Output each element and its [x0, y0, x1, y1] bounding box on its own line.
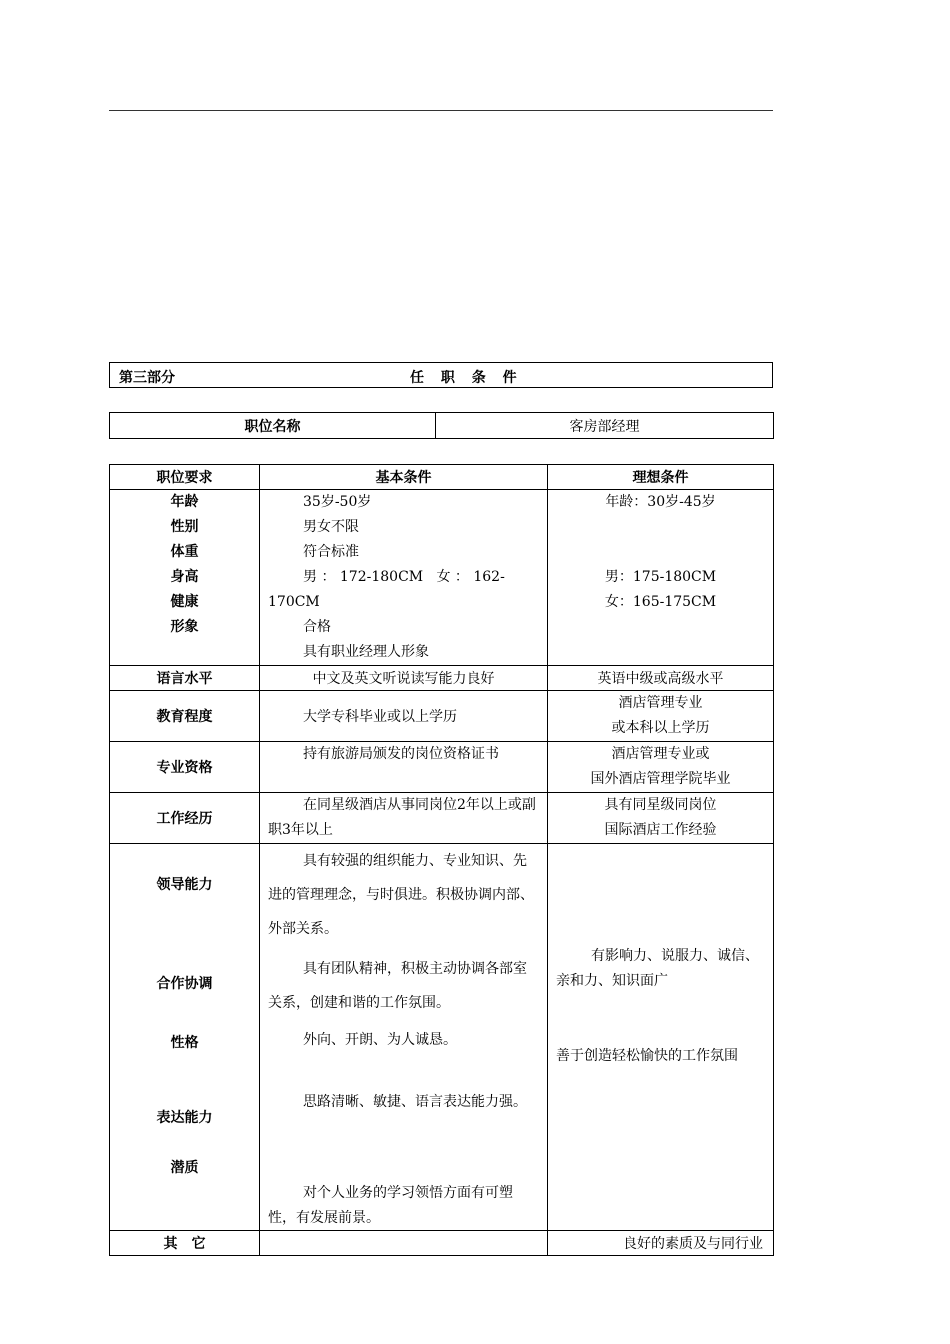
language-basic: 中文及英文听说读写能力良好 — [260, 666, 548, 691]
position-value: 客房部经理 — [436, 413, 774, 439]
basic-leadership: 具有较强的组织能力、专业知识、先进的管理理念，与时俱进。积极协调内部、外部关系。 — [268, 853, 534, 937]
basic-gender: 男女不限 — [303, 519, 359, 535]
education-ideal — [548, 691, 774, 742]
label-cooperation: 合作协调 — [156, 976, 213, 992]
physical-labels — [110, 490, 260, 666]
basic-potential: 对个人业务的学习领悟方面有可塑性，有发展前景。 — [268, 1185, 513, 1226]
ideal-influence: 有影响力、说服力、诚信、亲和力、知识面广 — [556, 948, 759, 989]
experience-basic-text: 在同星级酒店从事同岗位2年以上或副职3年以上 — [268, 797, 536, 838]
qualification-ideal-1: 酒店管理专业或 — [611, 746, 710, 762]
abilities-ideal — [548, 844, 774, 1231]
label-gender: 性别 — [170, 519, 199, 535]
physical-basic — [260, 490, 548, 666]
education-ideal-2: 或本科以上学历 — [611, 720, 710, 736]
education-row — [110, 691, 774, 742]
experience-label: 工作经历 — [110, 793, 260, 844]
header-rule — [109, 110, 773, 111]
ideal-height-female: 女：165-175CM — [604, 594, 717, 610]
qualification-ideal-2: 国外酒店管理学院毕业 — [590, 771, 731, 787]
basic-height: 男 ： 172-180CM 女 ： 162- — [303, 569, 505, 585]
header-ideal: 理想条件 — [548, 465, 774, 490]
qualification-basic — [260, 742, 548, 793]
label-health: 健康 — [170, 594, 199, 610]
section-number: 第三部分 — [119, 370, 175, 386]
basic-personality: 外向、开朗、为人诚恳。 — [303, 1032, 457, 1048]
label-leadership: 领导能力 — [156, 877, 213, 893]
qualification-ideal — [548, 742, 774, 793]
header-basic: 基本条件 — [260, 465, 548, 490]
label-personality: 性格 — [170, 1035, 199, 1051]
position-label: 职位名称 — [110, 413, 436, 439]
language-row — [110, 666, 774, 691]
basic-health: 合格 — [303, 619, 331, 635]
other-ideal: 良好的素质及与同行业 — [548, 1231, 774, 1256]
abilities-basic — [260, 844, 548, 1231]
qualification-label: 专业资格 — [110, 742, 260, 793]
qualification-basic-text: 持有旅游局颁发的岗位资格证书 — [303, 746, 499, 762]
ideal-atmosphere: 善于创造轻松愉快的工作氛围 — [556, 1048, 738, 1064]
abilities-row — [110, 844, 774, 1231]
label-potential: 潜质 — [170, 1160, 199, 1176]
education-basic: 大学专科毕业或以上学历 — [260, 691, 548, 742]
label-age: 年龄 — [170, 494, 199, 510]
label-weight: 体重 — [170, 544, 199, 560]
experience-ideal-1: 具有同星级同岗位 — [604, 797, 717, 813]
header-row — [110, 465, 774, 490]
physical-ideal — [548, 490, 774, 666]
other-row — [110, 1231, 774, 1256]
ideal-height-male: 男：175-180CM — [604, 569, 717, 585]
label-image: 形象 — [170, 619, 199, 635]
basic-height-cont: 170CM — [268, 594, 320, 610]
position-table — [109, 412, 774, 439]
requirements-table — [109, 464, 774, 1256]
basic-cooperation: 具有团队精神，积极主动协调各部室关系，创建和谐的工作氛围。 — [268, 961, 527, 1011]
education-ideal-1: 酒店管理专业 — [618, 695, 703, 711]
other-label: 其 它 — [110, 1231, 260, 1256]
section-heading — [109, 362, 773, 388]
label-height: 身高 — [170, 569, 199, 585]
education-label: 教育程度 — [110, 691, 260, 742]
experience-row — [110, 793, 774, 844]
basic-expression: 思路清晰、敏捷、语言表达能力强。 — [303, 1094, 527, 1110]
label-expression: 表达能力 — [156, 1110, 213, 1126]
header-requirement: 职位要求 — [110, 465, 260, 490]
language-label: 语言水平 — [110, 666, 260, 691]
physical-row — [110, 490, 774, 666]
experience-ideal-2: 国际酒店工作经验 — [604, 822, 717, 838]
experience-basic — [260, 793, 548, 844]
section-title: 任 职 条 件 — [410, 370, 523, 386]
basic-image: 具有职业经理人形象 — [303, 644, 429, 660]
language-ideal: 英语中级或高级水平 — [548, 666, 774, 691]
ideal-age: 年龄：30岁-45岁 — [605, 494, 716, 510]
basic-age: 35岁-50岁 — [303, 494, 372, 510]
abilities-labels — [110, 844, 260, 1231]
qualification-row — [110, 742, 774, 793]
position-row — [110, 413, 774, 439]
other-basic — [260, 1231, 548, 1256]
basic-weight: 符合标准 — [303, 544, 359, 560]
experience-ideal — [548, 793, 774, 844]
